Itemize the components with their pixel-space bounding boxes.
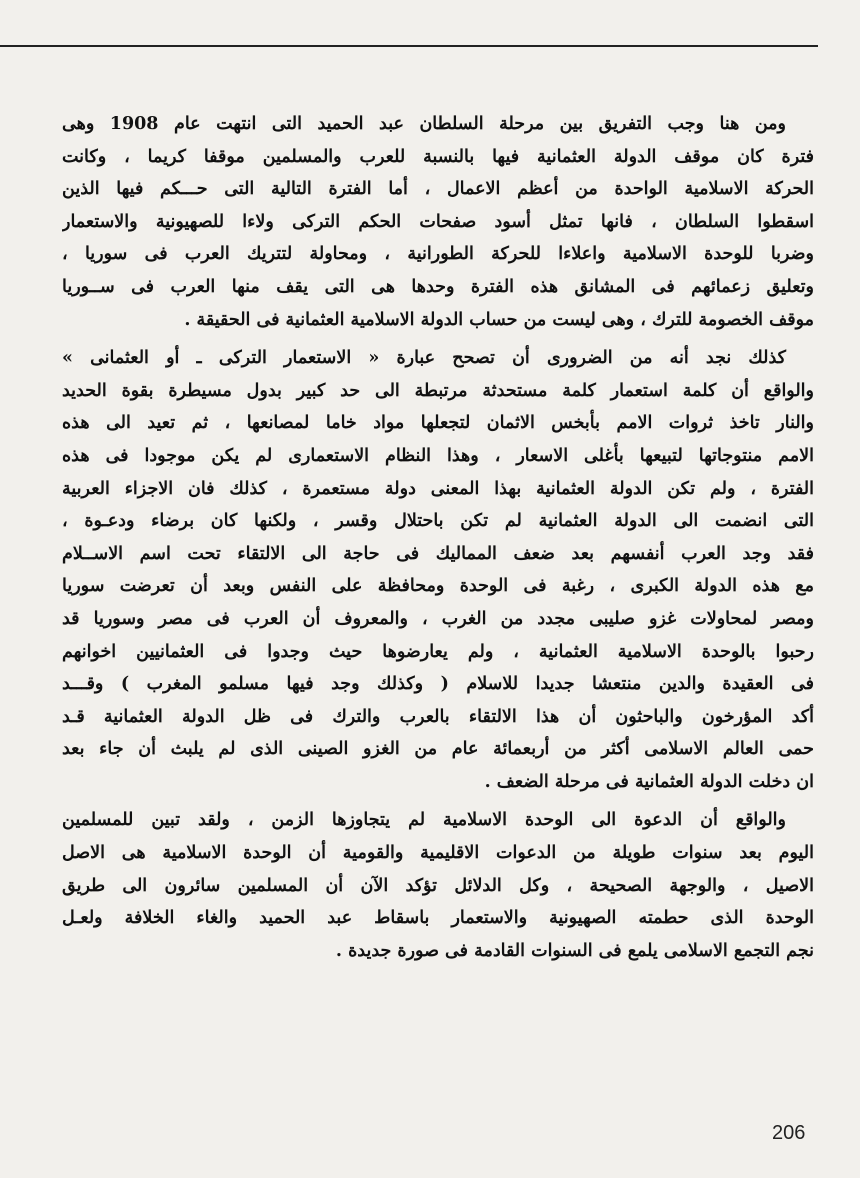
text-line: ان دخلت الدولة العثمانية فى مرحلة الضعف . xyxy=(484,771,814,792)
text-line: موقف الخصومة للترك ، وهى ليست من حساب الدولة الاسلامية العثمانية فى الحقيقة . xyxy=(184,309,814,330)
text-line: رحبوا بالوحدة الاسلامية العثمانية ، ولم يعارضوها حيث وجدوا فى العثمانيين اخوانهم xyxy=(62,641,814,662)
paragraph xyxy=(62,342,814,798)
text-line: الفترة ، ولم تكن الدولة العثمانية بهذا المعنى دولة مستعمرة ، كذلك فان الاجزاء العربية xyxy=(62,478,814,499)
text-line: أكد المؤرخون والباحثون أن هذا الالتقاء بالعرب والترك فى ظل الدولة العثمانية قـد xyxy=(62,706,814,727)
paragraph xyxy=(62,108,814,336)
text-line: والواقع أن الدعوة الى الوحدة الاسلامية لم يتجاوزها الزمن ، ولقد تبين للمسلمين xyxy=(62,810,786,831)
text-line: فى العقيدة والدين منتعشا جديدا للاسلام ( وكذلك وجد فيها مسلمو المغرب ) وقـــد xyxy=(62,674,814,695)
page-body-text xyxy=(62,108,814,967)
text-line: الحركة الاسلامية الواحدة من أعظم الاعمال ، أما الفترة التالية التى حـــكم فيها الذين xyxy=(62,179,814,200)
text-line: مع هذه الدولة الكبرى ، رغبة فى الوحدة ومحافظة على النفس وبعد أن تعرضت سوريا xyxy=(62,576,814,597)
page-number: 206 xyxy=(772,1122,806,1144)
text-line: الاصيل ، والوجهة الصحيحة ، وكل الدلائل تؤكد الآن أن المسلمين سائرون الى طريق xyxy=(62,875,814,896)
text-line: والنار تاخذ ثروات الامم بأبخس الاثمان لتجعلها مواد خاما لمصانعها ، ثم تعيد الى هذه xyxy=(62,413,814,434)
text-line: اسقطوا السلطان ، فانها تمثل أسود صفحات الحكم التركى ولاءا للصهيونية والاستعمار xyxy=(62,211,814,232)
text-line: كذلك نجد أنه من الضرورى أن تصحح عبارة « الاستعمار التركى ـ أو العثمانى » xyxy=(62,348,786,369)
text-line: فقد وجد العرب أنفسهم بعد ضعف المماليك فى حاجة الى الالتقاء تحت اسم الاســلام xyxy=(62,543,814,564)
text-line: ومن هنا وجب التفريق بين مرحلة السلطان عبد الحميد التى انتهت عام 1908 وهى xyxy=(62,114,786,134)
text-line: التى انضمت الى الدولة العثمانية لم تكن باحتلال وقسر ، ولكنها كان برضاء ودعـوة ، xyxy=(62,511,814,532)
text-line: اليوم بعد سنوات طويلة من الدعوات الاقليمية والقومية أن الوحدة الاسلامية هى الاصل xyxy=(62,843,814,864)
text-line: والواقع أن كلمة استعمار كلمة مستحدثة مرتبطة الى حد كبير بدول مسيطرة بقوة الحديد xyxy=(62,380,814,401)
text-line: ومصر لمحاولات غزو صليبى مجدد من الغرب ، والمعروف أن العرب فى مصر وسوريا قد xyxy=(62,608,814,629)
text-line: فترة كان موقف الدولة العثمانية فيها بالنسبة للعرب والمسلمين موقفا كريما ، وكانت xyxy=(62,146,814,167)
text-line: وتعليق زعمائهم فى المشانق هذه الفترة وحدها هى التى يقف منها العرب فى ســوريا xyxy=(62,276,814,297)
text-line: الامم منتوجاتها لتبيعها بأغلى الاسعار ، وهذا النظام الاستعمارى لم يكن موجودا فى هذه xyxy=(62,445,814,466)
text-line: وضربا للوحدة الاسلامية واعلاءا للحركة الطورانية ، ومحاولة لتتريك العرب فى سوريا ، xyxy=(62,244,814,265)
text-line: الوحدة الذى حطمته الصهيونية والاستعمار باسقاط عبد الحميد والغاء الخلافة ولعـل xyxy=(62,908,814,929)
text-line: نجم التجمع الاسلامى يلمع فى السنوات القادمة فى صورة جديدة . xyxy=(335,940,814,961)
text-line: حمى العالم الاسلامى أكثر من أربعمائة عام من الغزو الصينى الذى لم يلبث أن جاء بعد xyxy=(62,739,814,760)
paragraph xyxy=(62,804,814,967)
top-rule xyxy=(0,45,818,47)
